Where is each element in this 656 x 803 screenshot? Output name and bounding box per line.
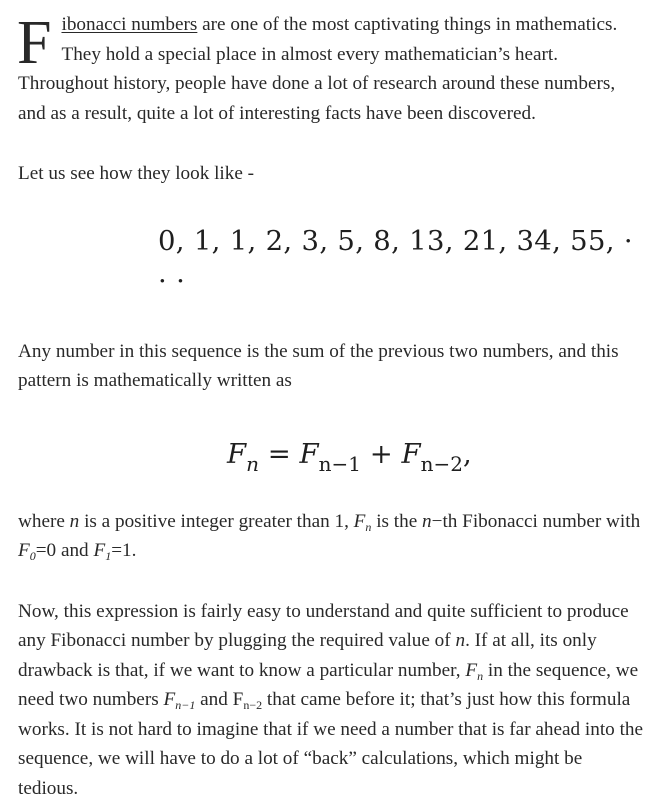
where-n: n [70,511,80,532]
where-paragraph [18,507,643,566]
intro-paragraph [18,10,643,128]
now-text-5: that came before it; that’s just how this formula works. It is not hard to imagine that if we need a number that is far ahead into the sequence, we will have to do a lot of “back” calculations, which might be tedious. [18,689,643,799]
now-fn-sub: n [477,669,483,683]
now-f-n1-sub: n−1 [175,698,195,712]
drop-cap: F [17,18,51,68]
where-f0: F [18,540,30,561]
now-text-3: in the sequence, we need two numbers [18,660,638,711]
where-text-4: −th Fibonacci number with [432,511,641,532]
formula-comma: , [463,438,472,470]
formula-plus: + [361,438,402,470]
fibonacci-recurrence-formula [227,434,643,474]
where-n2: n [422,511,432,532]
now-f-n2: F [233,689,244,710]
now-fn: F [465,660,477,681]
now-f-n1: F [163,689,175,710]
formula-sub2: n−2 [421,452,463,476]
now-f-n2-sub: n−2 [243,698,262,712]
where-text-6: =1. [111,540,136,561]
where-fn-sub: n [365,520,371,534]
formula-f-term2: F [402,438,421,470]
now-text-2: . If at all, its only drawback is that, if we want to know a particular number, [18,630,597,681]
formula-equals: = [259,438,300,470]
sum-paragraph: Any number in this sequence is the sum of the previous two numbers, and this pattern is mathematically written as [18,337,643,396]
fibonacci-numbers-link[interactable]: ibonacci numbers [61,14,197,35]
where-f1-sub: 1 [105,549,111,563]
look-paragraph: Let us see how they look like - [18,159,643,189]
where-text-2: is a positive integer greater than 1, [79,511,353,532]
where-f0-sub: 0 [30,549,36,563]
formula-f-term1: F [300,438,319,470]
where-text-5: =0 and [36,540,94,561]
where-text-3: is the [371,511,422,532]
formula-f: F [227,438,246,470]
where-text-1: where [18,511,70,532]
now-n: n [455,630,465,651]
now-text-4: and [195,689,232,710]
fibonacci-sequence-equation: 0, 1, 1, 2, 3, 5, 8, 13, 21, 34, 55, · · · [158,221,643,301]
now-paragraph [18,597,643,803]
formula-n: n [246,452,259,476]
article-body [18,10,643,803]
where-fn: F [354,511,366,532]
formula-sub1: n−1 [319,452,361,476]
now-text-1: Now, this expression is fairly easy to understand and quite sufficient to produce any Fibonacci number by plugging the required value of [18,601,629,652]
intro-text: are one of the most captivating things in mathematics. They hold a special place in almost every mathematician’s heart. Throughout history, people have done a lot of research around these numbers, and as a result, quite a lot of interesting facts have been discovered. [18,14,617,124]
where-f1: F [93,540,105,561]
